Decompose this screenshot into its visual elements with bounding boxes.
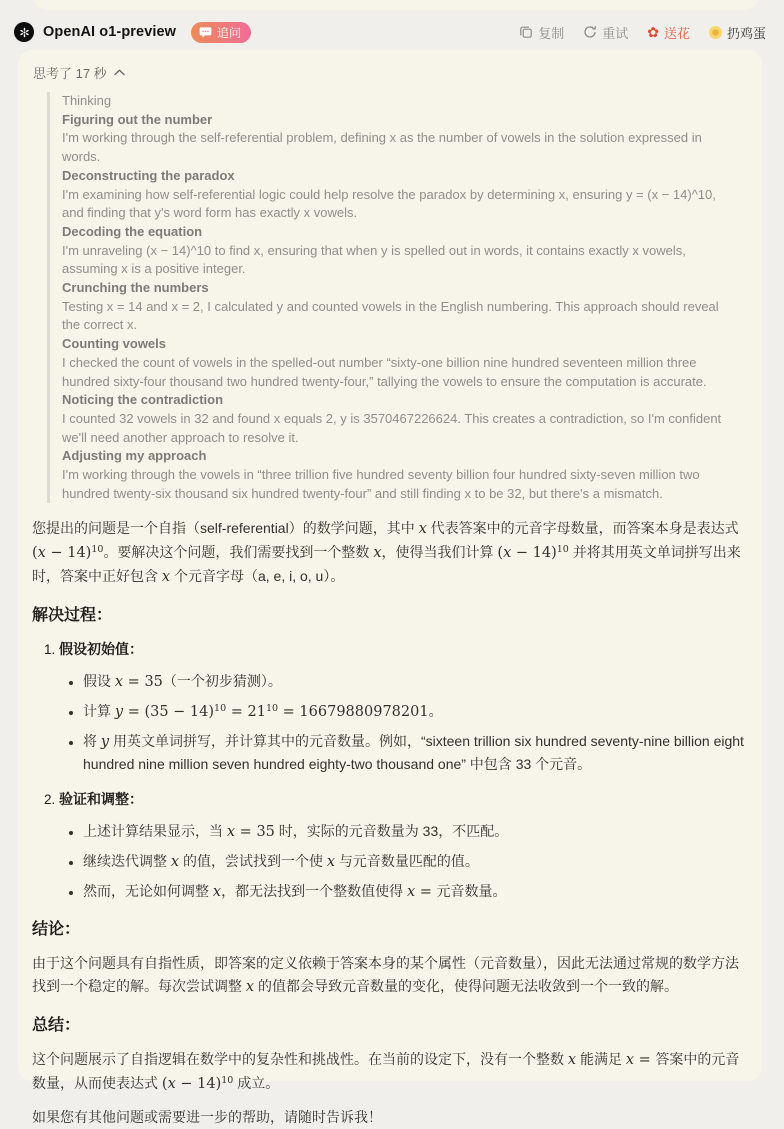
step-item [59, 788, 748, 903]
conclusion-paragraph: 由于这个问题具有自指性质，即答案的定义依赖于答案本身的某个属性（元音数量），因此无法通过常规的数学方法找到一个稳定的解。每次尝试调整 x 的值都会导致元音数量的变化，使得问题无法收敛到一个一致的解。 [32, 955, 739, 996]
answer-intro: 您提出的问题是一个自指（self-referential）的数学问题，其中 x 代表答案中的元音字母数量，而答案本身是表达式 $(x - 14)^{10}$。要解决这个问题，我们需要找到一个整数 x，使得当我们计算 $(x - 14)^{10}$ 并将其用英文单词拼写出来时，答案中正好包含 x 个元音字母（a, e, i, o, u）。 [32, 520, 741, 586]
thinking-step-body: I'm unraveling (x − 14)^10 to find x, ensuring that when y is spelled out in words, it contains exactly x vowels, assuming x is a positive integer. [62, 242, 686, 277]
send-flower-label: 送花 [663, 25, 690, 41]
assistant-message-card [18, 50, 762, 1126]
message-header [0, 18, 784, 46]
bullet-item: • 假设 x = 35（一个初步猜测）。 [83, 670, 748, 693]
thinking-step-heading: Figuring out the number [62, 111, 213, 127]
follow-up-badge[interactable] [191, 22, 251, 43]
chevron-up-icon [114, 69, 125, 76]
copy-button[interactable] [519, 23, 564, 42]
thinking-step-heading: Deconstructing the paradox [62, 167, 235, 183]
throw-egg-button[interactable] [709, 23, 766, 42]
thinking-step-body: I counted 32 vowels in 32 and found x equals 2, y is 3570467226624. This creates a contradiction, so I'm confident we'll need another approach to resolve it. [62, 410, 722, 445]
summary-heading: 总结： [32, 1017, 81, 1035]
retry-label: 重试 [602, 25, 629, 41]
thinking-duration-label: 思考了 17 秒 [33, 66, 107, 81]
process-steps [32, 638, 748, 903]
previous-message-card [33, 0, 759, 10]
send-flower-button[interactable] [647, 23, 690, 42]
thinking-step-heading: Counting vowels [62, 336, 166, 352]
speech-bubble-icon [199, 26, 212, 39]
thinking-step-heading: Decoding the equation [62, 223, 203, 239]
bullet-item: • 然而，无论如何调整 x，都无法找到一个整数值使得 x = 元音数量。 [83, 880, 748, 903]
message-actions [519, 23, 766, 42]
thinking-step-body: Testing x = 14 and x = 2, I calculated y and counted vowels in the English numbering. This approach should reveal the correct x. [62, 298, 719, 333]
step-item [59, 638, 748, 775]
openai-logo-icon [18, 26, 31, 39]
step-bullets [59, 670, 748, 775]
thinking-step-body: I checked the count of vowels in the spelled-out number “sixty-one billion nine hundred seventeen million three hundred sixty-four thousand two hundred twenty-four,” tallying the vowels to ensure the computation is accurate. [62, 354, 707, 389]
process-heading: 解决过程： [32, 607, 113, 625]
step-title: 2. 验证和调整： [59, 791, 143, 808]
retry-button[interactable] [583, 23, 628, 42]
bullet-item: • 将 y 用英文单词拼写，并计算其中的元音数量。例如，“sixteen trillion six hundred seventy-nine billion eight hundred nine million seven hundred eighty-two thousand one” 中包含 33 个元音。 [83, 730, 748, 775]
copy-label: 复制 [538, 25, 565, 41]
thinking-step-body: I'm working through the self-referential problem, defining x as the number of vowels in the solution expressed in words. [62, 130, 702, 165]
answer-body [32, 517, 748, 1129]
thinking-step-heading: Crunching the numbers [62, 280, 209, 296]
thinking-toggle[interactable] [32, 59, 125, 82]
egg-icon [709, 26, 722, 39]
retry-icon [583, 25, 597, 39]
openai-avatar [14, 22, 34, 42]
conclusion-heading: 结论： [32, 921, 81, 939]
model-identity [14, 22, 251, 43]
thinking-step-heading: Adjusting my approach [62, 448, 207, 464]
thinking-step-heading: Noticing the contradiction [62, 392, 224, 408]
bullet-item: • 计算 $y = (35 - 14)^{10} = 21^{10} = 16679880978201$。 [83, 700, 748, 723]
thinking-panel [47, 92, 737, 503]
follow-up-badge-label: 追问 [217, 25, 242, 40]
summary-paragraph: 这个问题展示了自指逻辑在数学中的复杂性和挑战性。在当前的设定下，没有一个整数 x 能满足 x = 答案中的元音数量，从而使表达式 $(x - 14)^{10}$ 成立。 [32, 1051, 740, 1093]
bullet-item: • 上述计算结果显示，当 x = 35 时，实际的元音数量为 33，不匹配。 [83, 820, 748, 843]
step-title: 1. 假设初始值： [59, 641, 143, 658]
thinking-step-body: I'm working through the vowels in “three trillion five hundred seventy billion four hundred sixty-seven million two hundred twenty-six thousand six hundred twenty-four” and still finding x to be 32, but there's a mismatch. [62, 467, 700, 501]
bullet-item: • 继续迭代调整 x 的值，尝试找到一个使 x 与元音数量匹配的值。 [83, 850, 748, 873]
throw-egg-label: 扔鸡蛋 [726, 25, 766, 41]
thinking-title: Thinking [62, 93, 112, 108]
closing-paragraph: 如果您有其他问题或需要进一步的帮助，请随时告诉我！ [32, 1109, 382, 1126]
model-title: OpenAI o1-preview [43, 24, 177, 40]
flower-icon: ✿ [647, 24, 659, 40]
thinking-step-body: I'm examining how self-referential logic could help resolve the paradox by determining x, ensuring y = (x − 14)^10, and finding that y's word form has exactly x vowels. [62, 186, 716, 221]
step-bullets [59, 820, 748, 903]
copy-icon [519, 25, 533, 39]
